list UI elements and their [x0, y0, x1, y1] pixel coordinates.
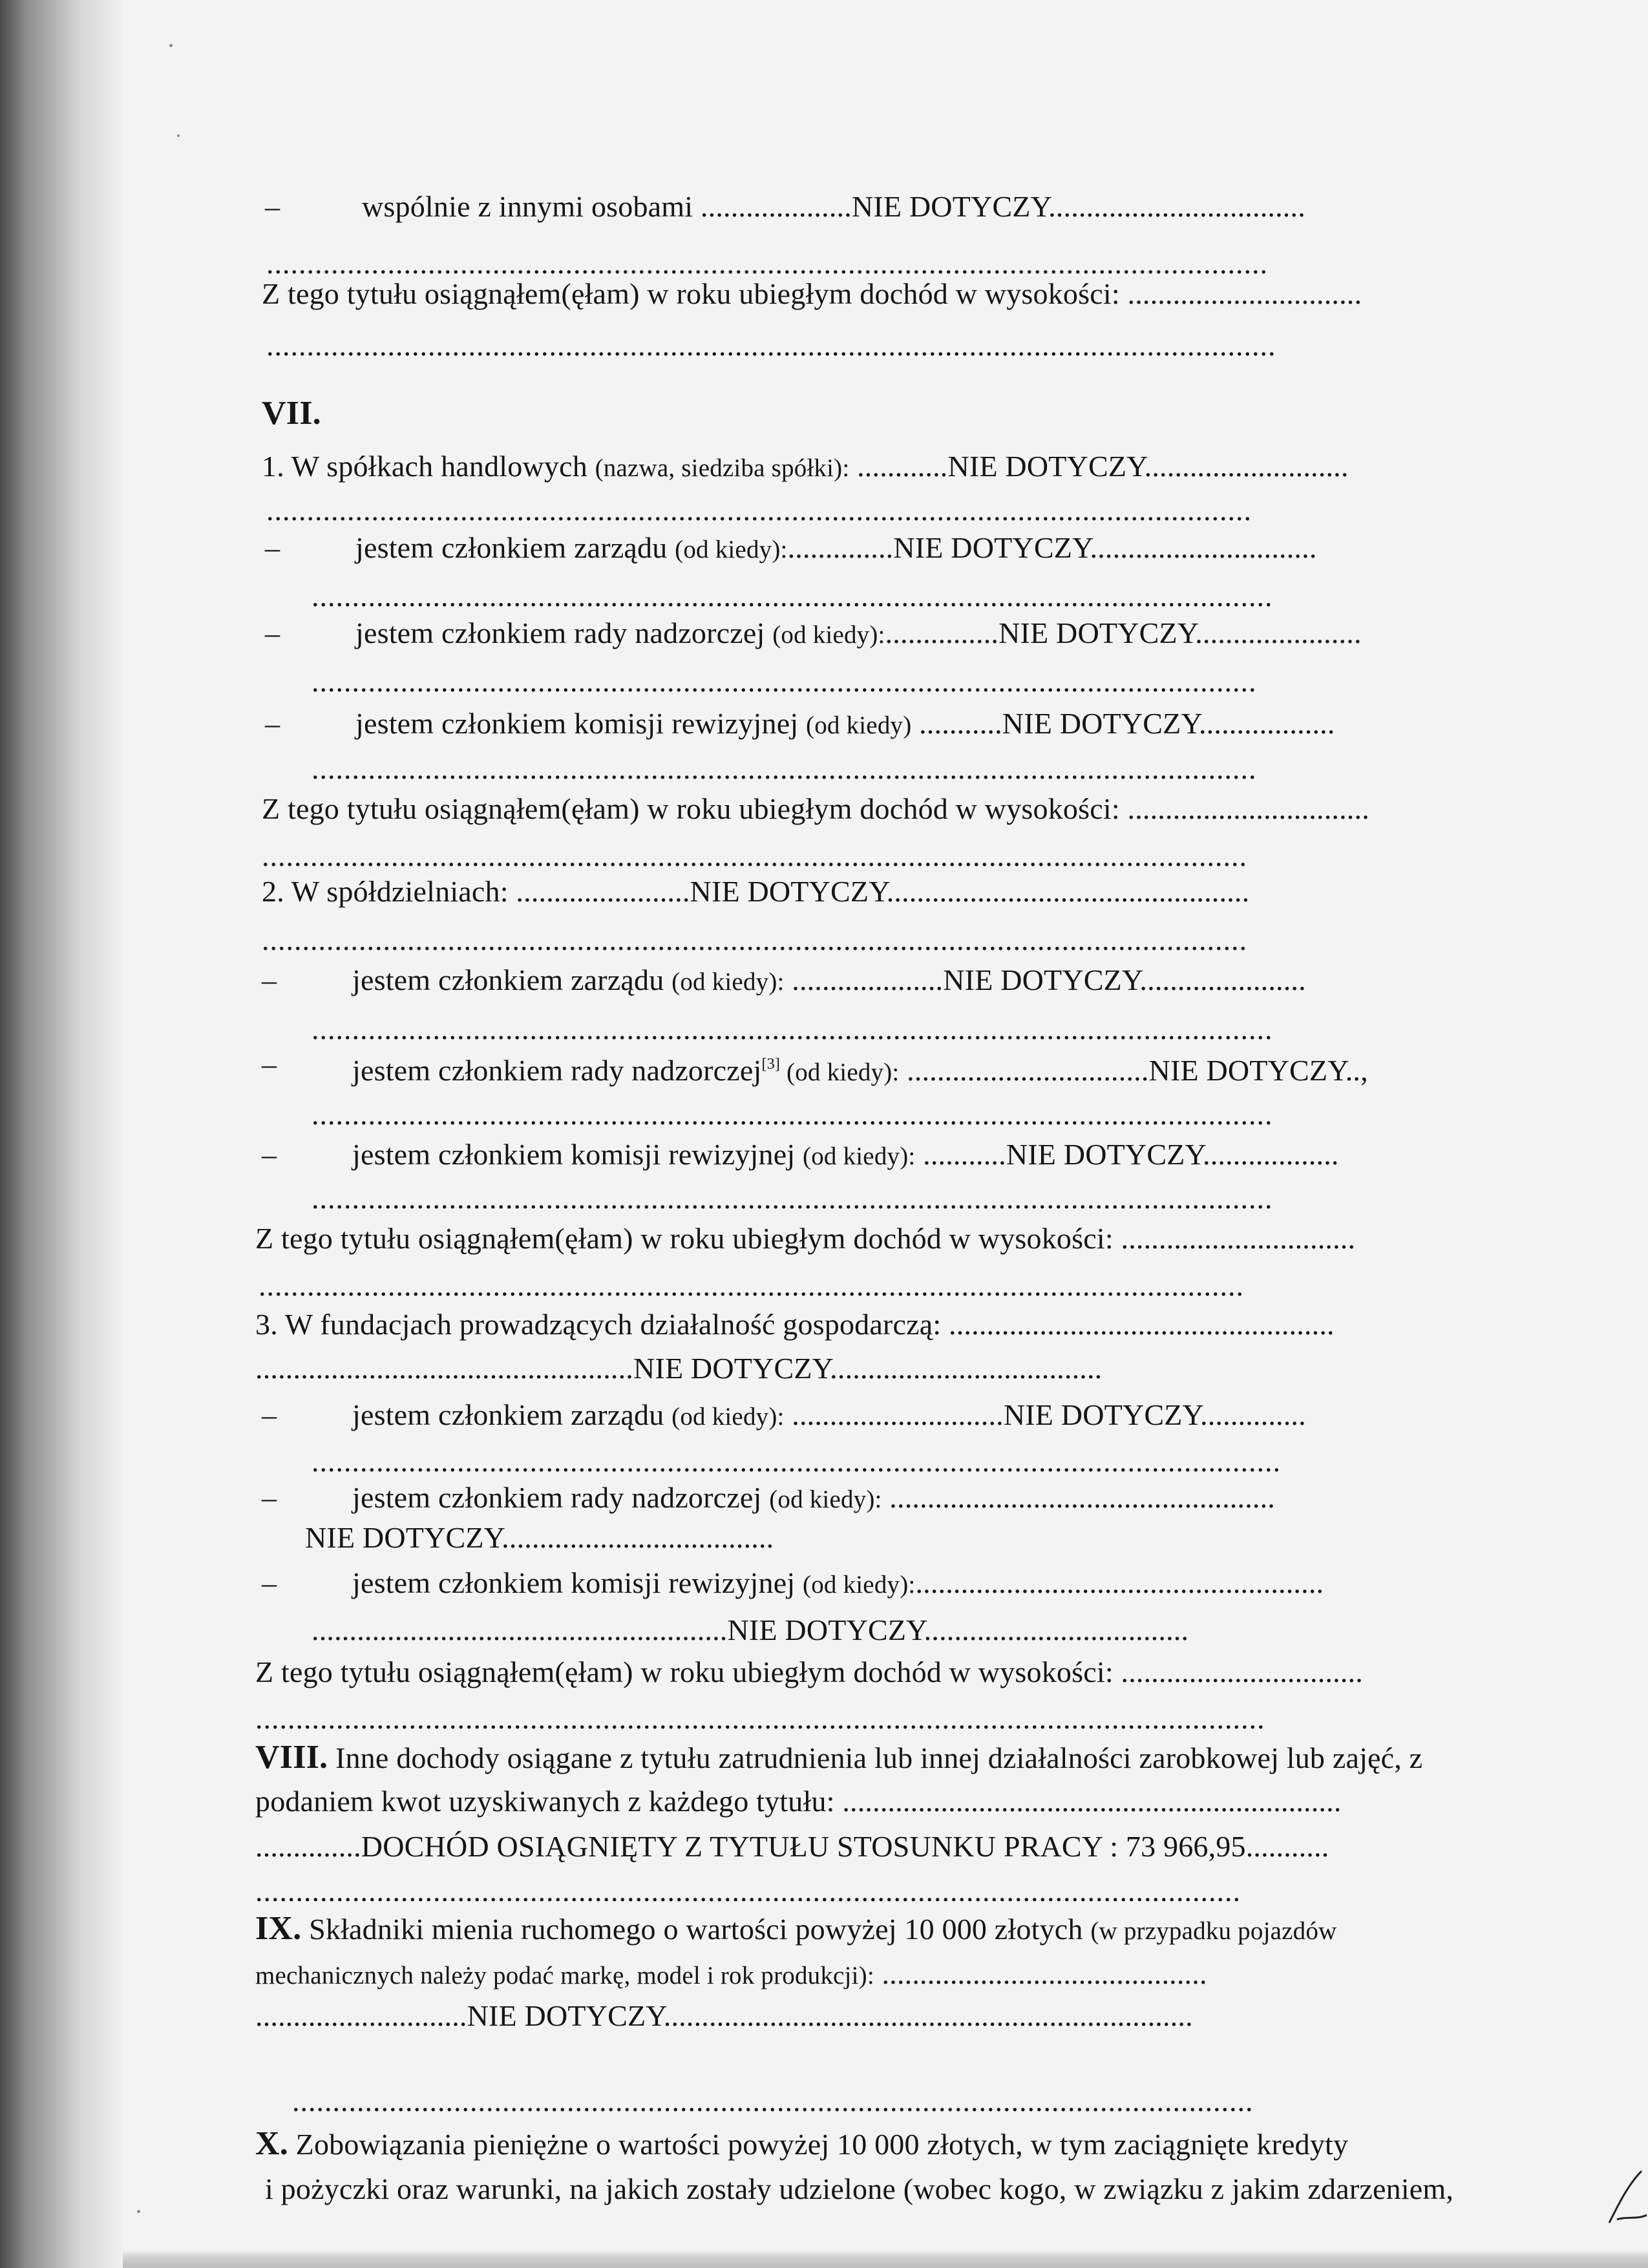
dotted-line: ....................................................................................................................... — [312, 1182, 1273, 1215]
line-text: jestem członkiem rady nadzorczej — [352, 1481, 770, 1514]
line-text: jestem członkiem komisji rewizyjnej — [352, 1138, 803, 1171]
line-note: (od kiedy): — [803, 1571, 916, 1599]
line-note: (od kiedy): — [780, 1058, 900, 1086]
section-heading-ix: IX. — [255, 1910, 302, 1947]
line-text: ...............NIE DOTYCZY...................... — [885, 616, 1362, 649]
list-dash: – — [262, 1566, 277, 1599]
line-text: ..............NIE DOTYCZY.............................. — [787, 531, 1317, 564]
line-text: jestem członkiem komisji rewizyjnej — [355, 707, 807, 740]
doc-line — [262, 447, 1349, 488]
list-dash: – — [265, 616, 280, 649]
dotted-line: ....................................................................................................................... — [312, 1013, 1273, 1045]
line-note: (nazwa, siedziba spółki): — [595, 454, 850, 482]
dotted-line: ........................................................................................................................ — [312, 1445, 1281, 1478]
employment-income-line: ..............DOCHÓD OSIĄGNIĘTY Z TYTUŁU STOSUNKU PRACY : 73 966,95........... — [255, 1830, 1329, 1863]
dotted-line: ..................................................................................................................... — [312, 752, 1257, 785]
footnote-ref: [3] — [761, 1056, 781, 1073]
line-text: ....................NIE DOTYCZY...................... — [784, 963, 1306, 996]
dotted-line: ....................................................................................................................... — [312, 1098, 1273, 1131]
line-text: ............................NIE DOTYCZY.............. — [784, 1398, 1306, 1431]
line-text: wspólnie z innymi osobami ....................NIE DOTYCZY.................................. — [362, 190, 1305, 223]
section-heading-x: X. — [255, 2125, 288, 2162]
line-note: (w przypadku pojazdów — [1090, 1917, 1337, 1945]
line-text: ................................NIE DOTYCZY.., — [899, 1054, 1368, 1087]
line-text: 1. W spółkach handlowych — [262, 450, 595, 483]
doc-line — [255, 1738, 1422, 1778]
doc-line — [255, 1955, 1207, 1995]
line-text: Inne dochody osiągane z tytułu zatrudnienia lub innej działalności zarobkowej lub zajęć, z — [328, 1741, 1423, 1774]
income-statement: Z tego tytułu osiągnąłem(ęłam) w roku ubiegłym dochód w wysokości: ................................ — [262, 792, 1369, 825]
doc-line: ..................................................NIE DOTYCZY.................................... — [255, 1352, 1103, 1385]
list-dash: – — [265, 707, 280, 740]
dotted-line: ..................................................................................................................... — [312, 665, 1257, 698]
line-text: jestem członkiem rady nadzorczej — [355, 616, 773, 649]
foundations-line: 3. W fundacjach prowadzących działalność gospodarczą: ................................................... — [255, 1308, 1335, 1341]
list-dash: – — [262, 1047, 277, 1080]
line-text: ...........NIE DOTYCZY.................. — [915, 1138, 1339, 1171]
line-text: jestem członkiem zarządu — [352, 1398, 672, 1431]
list-dash: – — [262, 963, 277, 996]
line-text: Zobowiązania pieniężne o wartości powyżej 10 000 złotych, w tym zaciągnięte kredyty — [288, 2128, 1349, 2161]
dotted-line: ....................................................................................................................... — [312, 580, 1273, 613]
line-text: ...........NIE DOTYCZY.................. — [911, 707, 1335, 740]
dotted-line: ....................................................................................................................... — [292, 2084, 1254, 2117]
income-statement: Z tego tytułu osiągnąłem(ęłam) w roku ubiegłym dochód w wysokości: ............................... — [255, 1222, 1356, 1255]
handwritten-initial-mark — [1603, 2158, 1648, 2236]
dotted-line: .......................................................................................................................... — [262, 923, 1247, 956]
doc-line: i pożyczki oraz warunki, na jakich zostały udzielone (wobec kogo, w związku z jakim zdarzeniem, — [265, 2172, 1454, 2205]
line-note: (od kiedy): — [803, 1142, 916, 1170]
scan-speck — [177, 134, 180, 137]
line-text: jestem członkiem zarządu — [355, 531, 675, 564]
income-statement: Z tego tytułu osiągnąłem(ęłam) w roku ubiegłym dochód w wysokości: ............................... — [262, 277, 1362, 310]
line-note: (od kiedy) — [806, 711, 912, 739]
list-dash: – — [262, 1481, 277, 1514]
dotted-line: ............................................................................................................................ — [266, 247, 1268, 280]
list-dash: – — [262, 1398, 277, 1431]
line-note: (od kiedy): — [671, 1403, 785, 1431]
scan-speck — [137, 2210, 140, 2213]
cooperatives-line: 2. W spółdzielniach: .......................NIE DOTYCZY................................................ — [262, 875, 1250, 908]
doc-line: .......................................................NIE DOTYCZY................................... — [312, 1613, 1189, 1646]
doc-line — [255, 1909, 1336, 1951]
list-dash: – — [262, 1138, 277, 1171]
dotted-line: .......................................................................................................................... — [266, 494, 1252, 527]
dotted-line: .......................................................................................................................... — [259, 1269, 1244, 1302]
scan-bottom-shadow — [123, 2250, 1648, 2268]
doc-line — [255, 2125, 1348, 2164]
line-text: jestem członkiem komisji rewizyjnej — [352, 1566, 803, 1599]
line-note: (od kiedy): — [671, 968, 785, 996]
section-heading-vii: VII. — [262, 395, 321, 432]
section-heading-viii: VIII. — [255, 1739, 328, 1776]
doc-line: ............................NIE DOTYCZY...................................................................... — [255, 1999, 1193, 2032]
list-dash: – — [265, 190, 280, 223]
list-dash: – — [265, 531, 280, 564]
scan-speck — [169, 44, 173, 47]
dotted-line: ............................................................................................................................. — [266, 329, 1276, 362]
line-text: ........................................... — [874, 1957, 1207, 1990]
line-note: (od kiedy): — [772, 621, 885, 649]
line-text: ............NIE DOTYCZY........................... — [849, 450, 1349, 483]
doc-line: podaniem kwot uzyskiwanych z każdego tytułu: .................................................................. — [255, 1785, 1342, 1818]
line-text: jestem członkiem zarządu — [352, 963, 672, 996]
line-text: ...................................................... — [915, 1566, 1324, 1599]
line-text: ................................................... — [882, 1481, 1275, 1514]
line-note: (od kiedy): — [769, 1486, 882, 1513]
doc-line: NIE DOTYCZY.................................... — [305, 1521, 774, 1554]
dotted-line: .......................................................................................................................... — [255, 1874, 1241, 1907]
dotted-line: .......................................................................................................................... — [262, 839, 1247, 872]
line-note: (od kiedy): — [675, 536, 788, 563]
line-text: jestem członkiem rady nadzorczej — [352, 1054, 762, 1087]
scan-left-shadow — [0, 0, 123, 2268]
dotted-line: ............................................................................................................................. — [255, 1702, 1265, 1735]
line-text: Składniki mienia ruchomego o wartości powyżej 10 000 złotych — [301, 1913, 1091, 1946]
income-statement: Z tego tytułu osiągnąłem(ęłam) w roku ubiegłym dochód w wysokości: ................................ — [255, 1655, 1363, 1688]
line-note: mechanicznych należy podać markę, model i rok produkcji): — [255, 1962, 874, 1990]
